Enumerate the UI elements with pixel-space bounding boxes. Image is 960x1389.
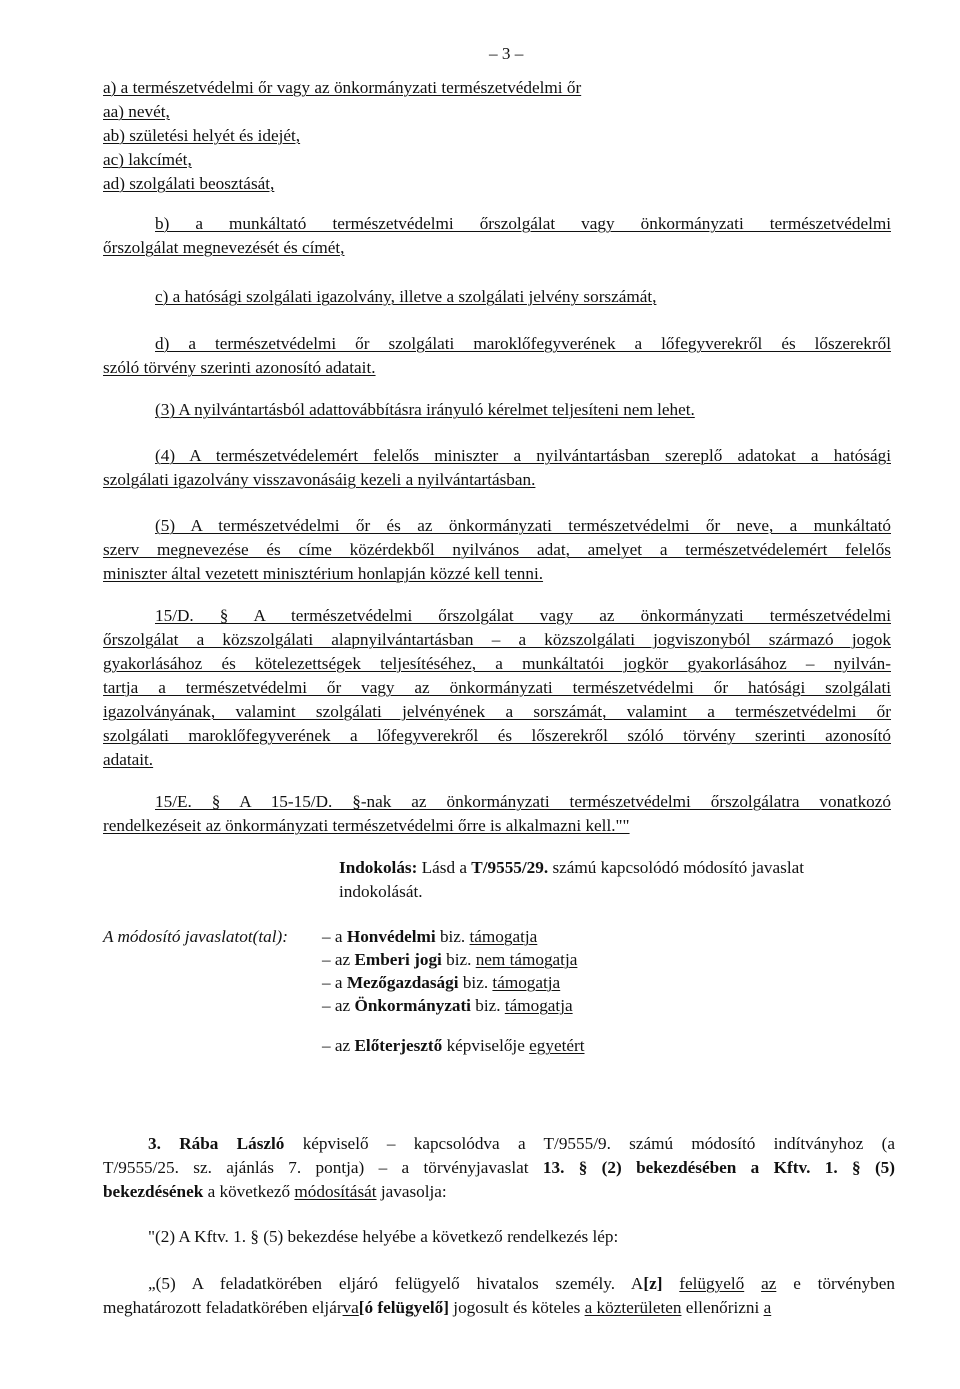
quote-line3-tail: ellenőrizni (681, 1298, 764, 1317)
item3-line3-end: javasolja: (376, 1182, 447, 1201)
paragraph-3: (3) A nyilvántartásból adattovábbításra irányuló kérelmet teljesíteni nem lehet. (155, 400, 695, 419)
quote-line2-bracket: [z] (643, 1274, 663, 1293)
item3-line3-underlined: módosítását (294, 1182, 377, 1201)
section-15d-line5: igazolványának, valamint szolgálati jelvényének a sorszámát, valamint a természetvédelmi őr (103, 702, 891, 721)
committee-status: támogatja (504, 996, 573, 1015)
quote-line2-end: e törvényben (793, 1274, 895, 1293)
support-prefix: – az (322, 950, 355, 969)
section-15d-line6: szolgálati maroklőfegyverének a lőfegyverekről és lőszerekről szóló törvény szerinti azonosító (103, 726, 891, 745)
committee-status: támogatja (492, 973, 561, 992)
support-prefix: – a (322, 973, 347, 992)
item-aa: aa) nevét, (103, 102, 170, 121)
justification-line1 (339, 856, 804, 879)
committee-status: támogatja (469, 927, 538, 946)
justification-line2: indokolását. (339, 882, 423, 901)
committee-name: Önkormányzati (354, 996, 471, 1015)
committee-status: nem támogatja (475, 950, 578, 969)
quote-line3-underlined: va (342, 1298, 359, 1317)
item-a-heading: a) a természetvédelmi őr vagy az önkormányzati természetvédelmi őr (103, 78, 582, 97)
quote-line3-underlined2: a közterületen (584, 1298, 682, 1317)
committee-abbr: biz. (435, 927, 470, 946)
paragraph-4-line1: (4) A természetvédelemért felelős miniszter a nyilvántartásban szereplő adatokat a hatósági (155, 446, 891, 465)
item3-line3-text: a következő (203, 1182, 295, 1201)
committee-abbr: biz. (470, 996, 505, 1015)
item3-line1-text: képviselő – kapcsolódva a T/9555/9. számú módosító indítványhoz (a (302, 1134, 896, 1153)
quote-line3-bracket: [ó felügyelő] (358, 1298, 449, 1317)
item-d-line1: d) a természetvédelmi őr szolgálati maroklőfegyverének a lőfegyverekről és lőszerekről (155, 334, 891, 353)
item3-name: Rába László (179, 1134, 285, 1153)
quote-line3-mid: jogosult és köteles (449, 1298, 585, 1317)
section-15d-line7: adatait. (103, 750, 154, 769)
support-label: A módosító javaslatot(tal): (103, 927, 288, 946)
item-c: c) a hatósági szolgálati igazolvány, illetve a szolgálati jelvény sorszámát, (155, 287, 657, 306)
page-number: – 3 – (489, 44, 524, 63)
item-b-line1: b) a munkáltató természetvédelmi őrszolgálat vagy önkormányzati természetvédelmi (155, 214, 891, 233)
item-ac: ac) lakcímét, (103, 150, 192, 169)
paragraph-5-line1: (5) A természetvédelmi őr és az önkormányzati természetvédelmi őr neve, a munkáltató (155, 516, 891, 535)
support-row-emberi-jogi (322, 948, 577, 971)
proposer-role: képviselője (442, 1036, 530, 1055)
item-b-line2: őrszolgálat megnevezését és címét, (103, 238, 345, 257)
quote-line2-text: „(5) A feladatkörében eljáró felügyelő hivatalos személy. A (148, 1274, 644, 1293)
justification-ref: T/9555/29. (471, 858, 549, 877)
item-d-line2: szóló törvény szerinti azonosító adatait. (103, 358, 376, 377)
section-15d-line2: őrszolgálat a közszolgálati alapnyilvántartásban – a közszolgálati jogviszonyból származó jogok (103, 630, 891, 649)
paragraph-5-line3: miniszter által vezetett minisztérium honlapján közzé kell tenni. (103, 564, 544, 583)
support-row-mezogazdasagi (322, 971, 560, 994)
justification-text2: számú kapcsolódó módosító javaslat (548, 858, 805, 877)
support-prefix: – az (322, 1036, 355, 1055)
quote-line3 (103, 1296, 771, 1319)
proposer-name: Előterjesztő (354, 1036, 443, 1055)
item3-line3-bold: bekezdésének (103, 1182, 204, 1201)
committee-name: Emberi jogi (354, 950, 442, 969)
quote-line3-text: meghatározott feladatkörében eljár (103, 1298, 343, 1317)
support-row-honvedelmi (322, 925, 537, 948)
section-15d-line4: tartja a természetvédelmi őr vagy az önkormányzati természetvédelmi őr hatósági szolgálati (103, 678, 891, 697)
item3-line3 (103, 1180, 447, 1203)
committee-abbr: biz. (458, 973, 493, 992)
justification-text1: Lásd a (417, 858, 472, 877)
quote-line2-underlined1: felügyelő (679, 1274, 745, 1293)
section-15d-line3: gyakorlásához és kötelezettségek teljesítéséhez, a munkáltatói jogkör gyakorlásához – nyilván- (103, 654, 891, 673)
item-ad: ad) szolgálati beosztását, (103, 174, 275, 193)
quote-line1: "(2) A Kftv. 1. § (5) bekezdése helyébe a következő rendelkezés lép: (148, 1227, 619, 1246)
item-ab: ab) születési helyét és idejét, (103, 126, 301, 145)
support-row-eloterjeszto (322, 1034, 585, 1057)
proposer-status: egyetért (529, 1036, 585, 1055)
section-15e-line1: 15/E. § A 15-15/D. §-nak az önkormányzati természetvédelmi őrszolgálatra vonatkozó (155, 792, 891, 811)
support-prefix: – a (322, 927, 347, 946)
committee-name: Honvédelmi (346, 927, 436, 946)
justification-label: Indokolás: (339, 858, 418, 877)
item3-number: 3. (148, 1134, 161, 1153)
quote-line2 (148, 1272, 895, 1295)
quote-line3-underlined3: a (763, 1298, 772, 1317)
item3-line2-text: T/9555/25. sz. ajánlás 7. pontja) – a törvényjavaslat (103, 1158, 543, 1177)
support-prefix: – az (322, 996, 355, 1015)
section-15d-line1: 15/D. § A természetvédelmi őrszolgálat vagy az önkormányzati természetvédelmi (155, 606, 891, 625)
paragraph-5-line2: szerv megnevezése és címe közérdekből nyilvános adat, amelyet a természetvédelemért felelős (103, 540, 891, 559)
section-15e-line2: rendelkezéseit az önkormányzati természetvédelmi őrre is alkalmazni kell."" (103, 816, 630, 835)
paragraph-4-line2: szolgálati igazolvány visszavonásáig kezeli a nyilvántartásban. (103, 470, 536, 489)
item3-line2-bold: 13. § (2) bekezdésében a Kftv. 1. § (5) (542, 1158, 895, 1177)
item3-line2 (103, 1156, 895, 1179)
item3-line1 (148, 1132, 895, 1155)
support-row-onkormanyzati (322, 994, 573, 1017)
committee-name: Mezőgazdasági (346, 973, 459, 992)
committee-abbr: biz. (441, 950, 476, 969)
quote-line2-underlined2: az (761, 1274, 777, 1293)
